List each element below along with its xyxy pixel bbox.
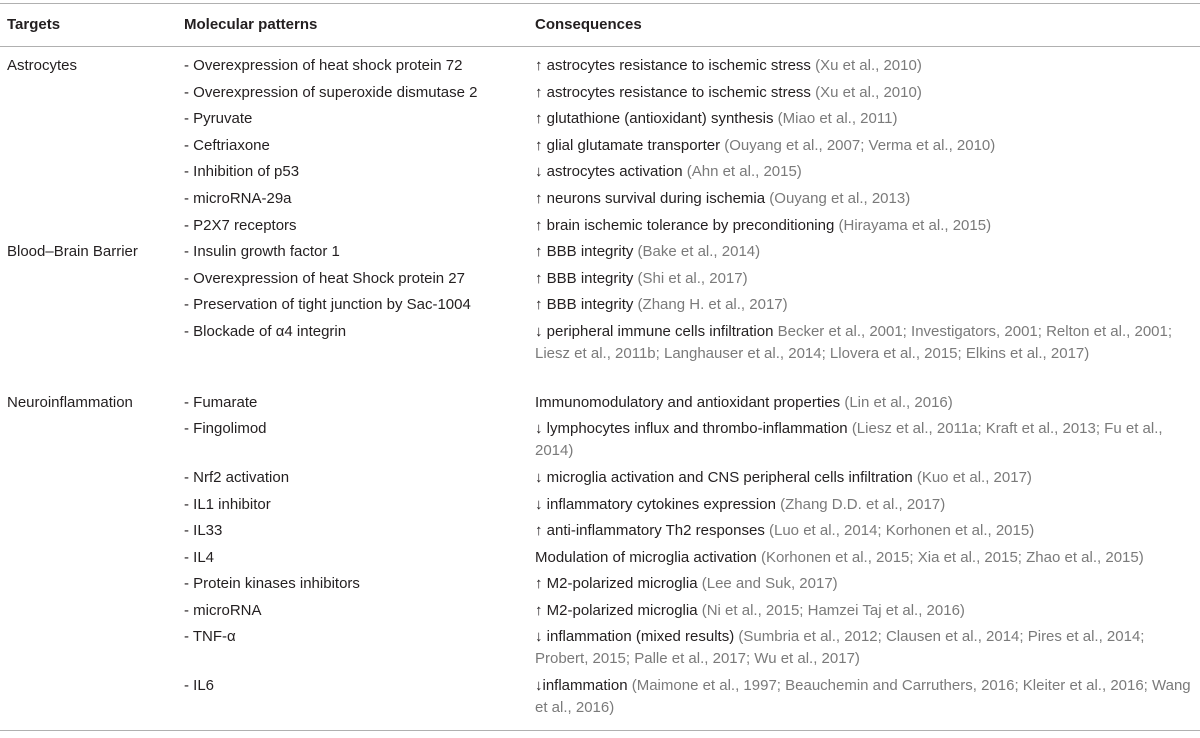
pattern-cell: - TNF-α xyxy=(184,628,236,646)
citation: Becker et al., 2001; Investigators, 2001; Relton et al., 2001; Liesz et al., 2011b; Langhauser et al., 2014; Llovera et al., 2015; Elkins et al., 2017) xyxy=(535,322,1173,362)
table-row xyxy=(0,319,1200,390)
pattern-cell: - Overexpression of heat Shock protein 27 xyxy=(184,269,465,287)
pattern-cell: - Inhibition of p53 xyxy=(184,163,300,181)
consequence-cell: ↑ brain ischemic tolerance by preconditioning (Hirayama et al., 2015) xyxy=(535,216,992,234)
pattern-cell: - Overexpression of superoxide dismutase 2 xyxy=(184,83,478,101)
consequence-cell: ↓ inflammation (mixed results) (Sumbria et al., 2012; Clausen et al., 2014; Pires et al., 2014; Probert, 2015; Palle et al., 2017; Wu et al., 2017) xyxy=(535,628,1145,668)
citation: (Luo et al., 2014; Korhonen et al., 2015) xyxy=(769,522,1035,540)
pattern-cell: - IL4 xyxy=(184,548,215,566)
table-row xyxy=(0,518,1200,545)
pattern-cell: - Protein kinases inhibitors xyxy=(184,575,360,593)
consequence-cell: ↑ BBB integrity (Zhang H. et al., 2017) xyxy=(535,296,788,314)
consequence-cell: ↑ neurons survival during ischemia (Ouyang et al., 2013) xyxy=(535,189,911,207)
citation: (Ouyang et al., 2013) xyxy=(769,189,911,207)
table-body xyxy=(0,53,1200,722)
citation: (Xu et al., 2010) xyxy=(815,57,922,74)
citation: (Ahn et al., 2015) xyxy=(686,163,802,181)
citation: (Lee and Suk, 2017) xyxy=(701,575,838,593)
target-cell: Astrocytes xyxy=(7,57,78,74)
target-cell: Neuroinflammation xyxy=(7,393,133,411)
table-row xyxy=(0,598,1200,625)
citation: (Shi et al., 2017) xyxy=(637,269,748,287)
pattern-cell: - microRNA xyxy=(184,601,262,619)
consequence-cell: ↑ M2-polarized microglia (Lee and Suk, 2017) xyxy=(535,575,838,593)
target-cell: Blood–Brain Barrier xyxy=(7,243,138,261)
pattern-cell: - IL33 xyxy=(184,522,223,540)
consequence-cell: ↑ astrocytes resistance to ischemic stress (Xu et al., 2010) xyxy=(535,83,922,101)
pattern-cell: - Blockade of α4 integrin xyxy=(184,322,347,340)
table-row xyxy=(0,133,1200,160)
citation: (Sumbria et al., 2012; Clausen et al., 2014; Pires et al., 2014; Probert, 2015; Palle et al., 2017; Wu et al., 2017) xyxy=(535,628,1145,668)
table-row xyxy=(0,545,1200,572)
citation: (Maimone et al., 1997; Beauchemin and Carruthers, 2016; Kleiter et al., 2016; Wang et al., 2016) xyxy=(535,677,1191,717)
header-molecular-patterns: Molecular patterns xyxy=(184,16,318,33)
citation: (Xu et al., 2010) xyxy=(815,83,922,101)
table-row xyxy=(0,213,1200,240)
pattern-cell: - IL1 inhibitor xyxy=(184,495,271,513)
citation: (Miao et al., 2011) xyxy=(777,110,898,128)
citation: (Zhang D.D. et al., 2017) xyxy=(780,495,946,513)
citation: (Ouyang et al., 2007; Verma et al., 2010) xyxy=(724,136,996,154)
citation: (Hirayama et al., 2015) xyxy=(838,216,992,234)
table-row xyxy=(0,159,1200,186)
citation: (Bake et al., 2014) xyxy=(637,243,761,261)
consequence-cell: ↑ anti-inflammatory Th2 responses (Luo et al., 2014; Korhonen et al., 2015) xyxy=(535,522,1035,540)
consequence-cell: ↑ glutathione (antioxidant) synthesis (Miao et al., 2011) xyxy=(535,110,898,128)
header-rule xyxy=(0,46,1200,47)
table-row xyxy=(0,416,1200,465)
pattern-cell: - microRNA-29a xyxy=(184,189,292,207)
table-row xyxy=(0,390,1200,417)
pattern-cell: - Overexpression of heat shock protein 72 xyxy=(184,57,463,74)
consequence-cell: ↓ astrocytes activation (Ahn et al., 2015) xyxy=(535,163,802,181)
pattern-cell: - P2X7 receptors xyxy=(184,216,297,234)
pattern-cell: - Pyruvate xyxy=(184,110,253,128)
pattern-cell: - IL6 xyxy=(184,677,215,695)
table-row xyxy=(0,292,1200,319)
citation: (Ni et al., 2015; Hamzei Taj et al., 2016) xyxy=(701,601,965,619)
header-targets: Targets xyxy=(7,16,61,33)
consequence-cell: ↓ lymphocytes influx and thrombo-inflammation (Liesz et al., 2011a; Kraft et al., 2013; Fu et al., 2014) xyxy=(535,420,1163,460)
top-rule xyxy=(0,3,1200,4)
header-consequences: Consequences xyxy=(535,16,642,33)
pattern-cell: - Ceftriaxone xyxy=(184,136,270,154)
consequence-cell: ↓ microglia activation and CNS peripheral cells infiltration (Kuo et al., 2017) xyxy=(535,468,1032,486)
consequence-cell: ↑ BBB integrity (Shi et al., 2017) xyxy=(535,269,748,287)
pattern-cell: - Insulin growth factor 1 xyxy=(184,243,340,261)
pattern-cell: - Nrf2 activation xyxy=(184,468,290,486)
consequence-cell: ↓ inflammatory cytokines expression (Zhang D.D. et al., 2017) xyxy=(535,495,946,513)
table-row xyxy=(0,80,1200,107)
pattern-cell: - Fingolimod xyxy=(184,420,267,438)
consequence-cell: ↓inflammation (Maimone et al., 1997; Beauchemin and Carruthers, 2016; Kleiter et al., 2016; Wang et al., 2016) xyxy=(535,677,1191,717)
consequence-cell: ↓ peripheral immune cells infiltration Becker et al., 2001; Investigators, 2001; Relton et al., 2001; Liesz et al., 2011b; Langhauser et al., 2014; Llovera et al., 2015; Elkins et al., 2017) xyxy=(535,322,1173,362)
consequence-cell: ↑ glial glutamate transporter (Ouyang et al., 2007; Verma et al., 2010) xyxy=(535,136,996,154)
table-row xyxy=(0,624,1200,673)
table-row xyxy=(0,571,1200,598)
citation: (Kuo et al., 2017) xyxy=(916,468,1032,486)
pattern-cell: - Preservation of tight junction by Sac-1004 xyxy=(184,296,471,314)
citation: (Lin et al., 2016) xyxy=(844,393,953,411)
citation: (Liesz et al., 2011a; Kraft et al., 2013; Fu et al., 2014) xyxy=(535,420,1163,460)
table-row xyxy=(0,53,1200,80)
bottom-rule xyxy=(0,730,1200,731)
consequence-cell: Immunomodulatory and antioxidant properties (Lin et al., 2016) xyxy=(535,393,953,411)
table-row xyxy=(0,673,1200,722)
table-row xyxy=(0,492,1200,519)
consequence-cell: ↑ BBB integrity (Bake et al., 2014) xyxy=(535,243,761,261)
table-row xyxy=(0,239,1200,266)
table-row xyxy=(0,465,1200,492)
citation: (Korhonen et al., 2015; Xia et al., 2015; Zhao et al., 2015) xyxy=(760,548,1144,566)
table-row xyxy=(0,266,1200,293)
consequence-cell: ↑ M2-polarized microglia (Ni et al., 2015; Hamzei Taj et al., 2016) xyxy=(535,601,965,619)
table-header xyxy=(0,14,1200,36)
consequence-cell: Modulation of microglia activation (Korhonen et al., 2015; Xia et al., 2015; Zhao et al., 2015) xyxy=(535,548,1144,566)
citation: (Zhang H. et al., 2017) xyxy=(637,296,788,314)
table-row xyxy=(0,186,1200,213)
pattern-cell: - Fumarate xyxy=(184,393,258,411)
consequence-cell: ↑ astrocytes resistance to ischemic stress (Xu et al., 2010) xyxy=(535,57,922,74)
table-row xyxy=(0,106,1200,133)
